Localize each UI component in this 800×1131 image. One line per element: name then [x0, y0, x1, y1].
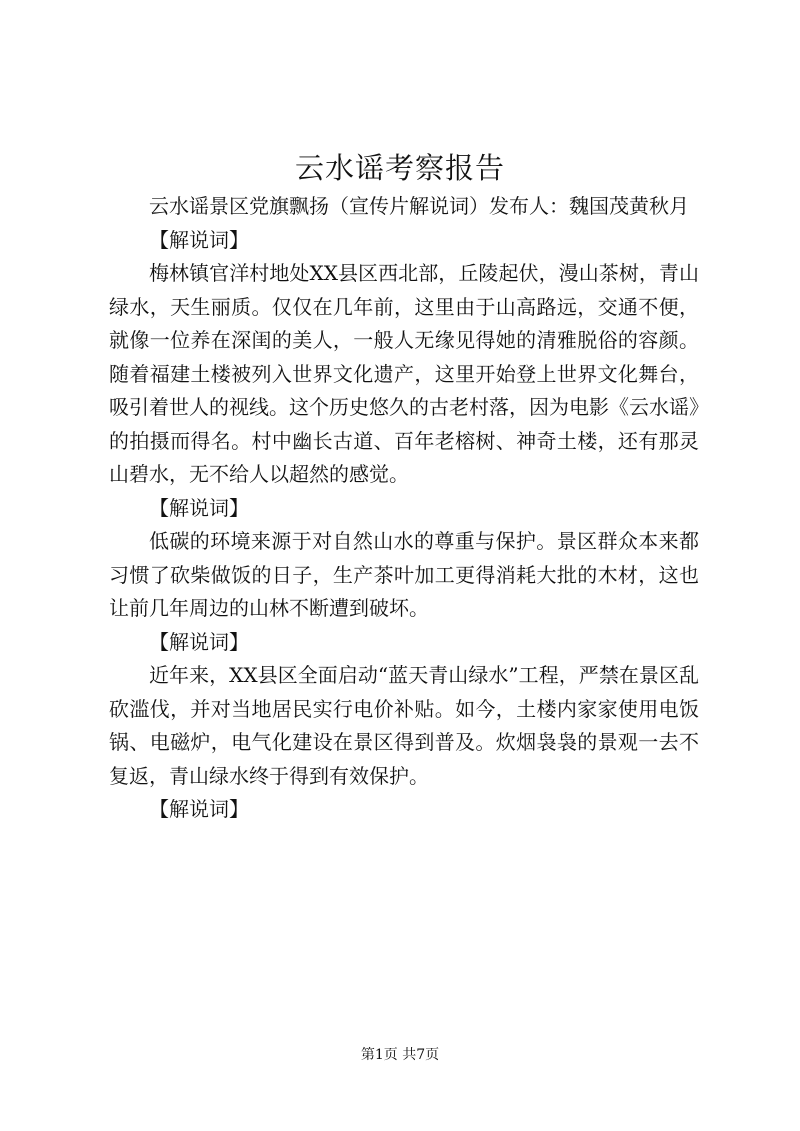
- paragraph: 梅林镇官洋村地处XX县区西北部，丘陵起伏，漫山茶树，青山绿水，天生丽质。仅仅在几年前，这里由于山高路远，交通不便，就像一位养在深闺的美人，一般人无缘见得她的清雅脱俗的容颜。随着福建土楼被列入世界文化遗产，这里开始登上世界文化舞台，吸引着世人的视线。这个历史悠久的古老村落，因为电影《云水谣》的拍摄而得名。村中幽长古道、百年老榕树、神奇土楼，还有那灵山碧水，无不给人以超然的感觉。: [109, 261, 699, 486]
- paragraph-heading: 【解说词】: [149, 227, 249, 252]
- paragraph-heading: 【解说词】: [149, 797, 249, 821]
- paragraph-heading: 【解说词】: [149, 495, 249, 520]
- paragraph-heading: 【解说词】: [149, 629, 249, 654]
- paragraph: 近年来，XX县区全面启动“蓝天青山绿水”工程，严禁在景区乱砍滥伐，并对当地居民实行电价补贴。如今，土楼内家家使用电饭锅、电磁炉，电气化建设在景区得到普及。炊烟袅袅的景观一去不复返，青山绿水终于得到有效保护。: [109, 663, 699, 788]
- paragraph-subtitle: 云水谣景区党旗飘扬（宣传片解说词）发布人：魏国茂黄秋月: [149, 194, 689, 218]
- document-title: 云水谣考察报告: [294, 151, 505, 185]
- page-number-footer: 第1页 共7页: [360, 1047, 440, 1063]
- paragraph: 低碳的环境来源于对自然山水的尊重与保护。景区群众本来都习惯了砍柴做饭的日子，生产茶叶加工更得消耗大批的木材，这也让前几年周边的山林不断遭到破坏。: [109, 529, 699, 620]
- document-body: [109, 190, 699, 827]
